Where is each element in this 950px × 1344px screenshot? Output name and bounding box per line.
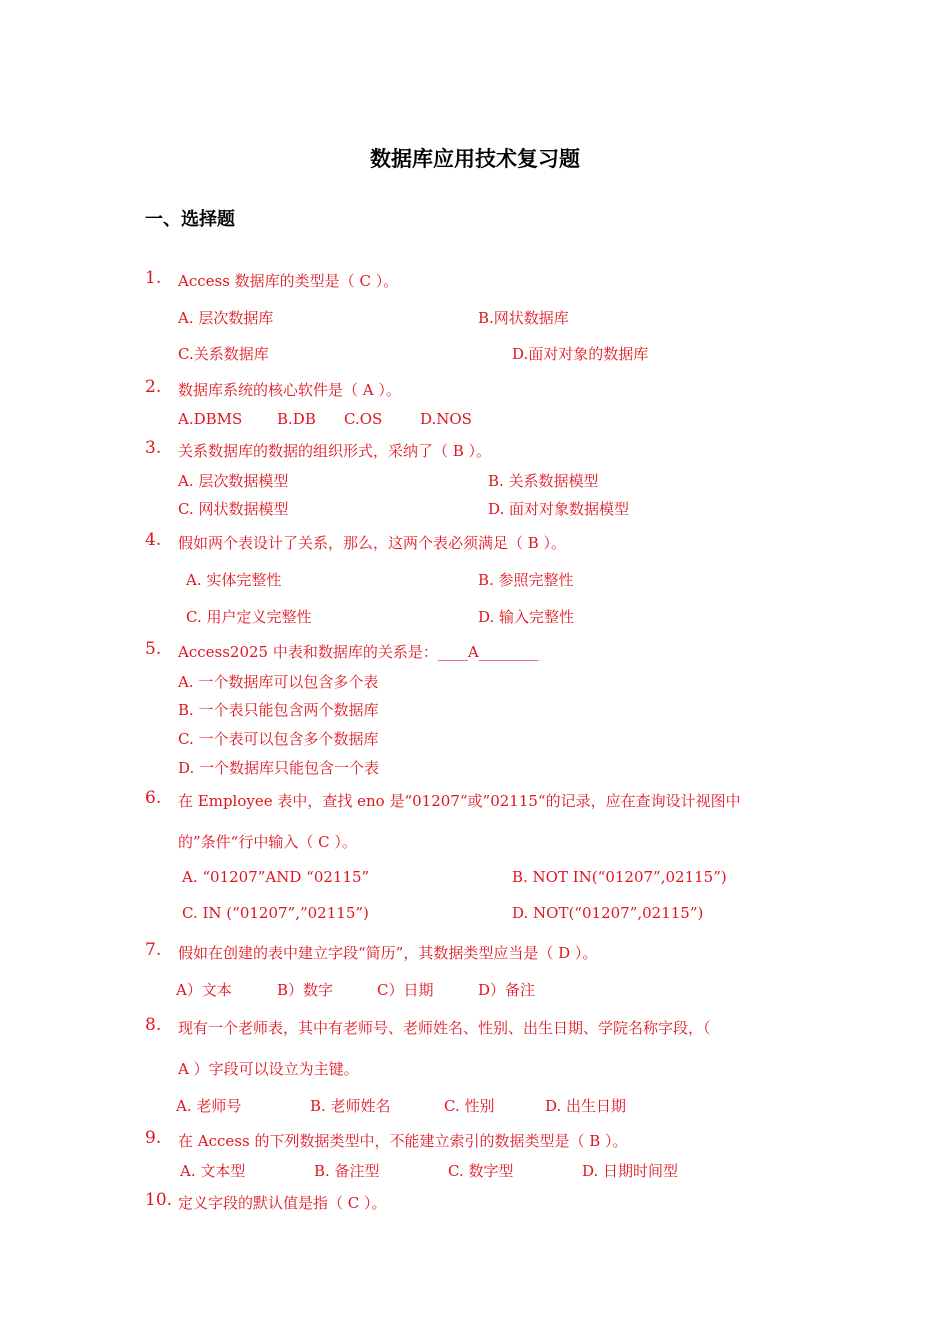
question-text: 数据库系统的核心软件是（ A ）。 <box>178 381 401 399</box>
option: A. 文本型 <box>180 1162 246 1180</box>
question-text: 在 Employee 表中，查找 eno 是“01207“或”02115“的记录，应在查询设计视图中 <box>178 792 741 810</box>
option: B. 备注型 <box>314 1162 380 1180</box>
option: D. 一个数据库只能包含一个表 <box>178 759 380 777</box>
option: A）文本 <box>176 981 232 999</box>
option: A. 层次数据模型 <box>178 472 289 490</box>
option: A. “01207”AND “02115” <box>182 868 370 886</box>
option: C.关系数据库 <box>178 345 269 363</box>
option: C. IN (“01207”,”02115”) <box>182 904 369 922</box>
option: B. 一个表只能包含两个数据库 <box>178 701 379 719</box>
question-text-continued: A ）字段可以设立为主键。 <box>178 1060 359 1078</box>
question-text: Access2025 中表和数据库的关系是：____A________ <box>178 643 539 661</box>
option: D. NOT(“01207”,02115”) <box>512 904 704 922</box>
question-number: 9. <box>145 1128 162 1148</box>
question-number: 6. <box>145 788 162 808</box>
page-title: 数据库应用技术复习题 <box>370 147 580 171</box>
option: B. 关系数据模型 <box>488 472 599 490</box>
option: B. NOT IN(“01207”,02115”) <box>512 868 727 886</box>
option: A. 层次数据库 <box>178 309 274 327</box>
question-number: 1. <box>145 268 162 288</box>
option: D. 出生日期 <box>545 1097 627 1115</box>
question-number: 5. <box>145 639 162 659</box>
option: C. 用户定义完整性 <box>186 608 312 626</box>
option: C.OS <box>344 410 383 428</box>
question-text: 假如两个表设计了关系，那么，这两个表必须满足（ B ）。 <box>178 534 567 552</box>
question-number: 2. <box>145 377 162 397</box>
question-text: Access 数据库的类型是（ C ）。 <box>178 272 399 290</box>
option: D）备注 <box>478 981 536 999</box>
option: C）日期 <box>377 981 434 999</box>
option: B）数字 <box>277 981 334 999</box>
option: A. 一个数据库可以包含多个表 <box>178 673 379 691</box>
option: B. 参照完整性 <box>478 571 574 589</box>
option: D. 面对对象数据模型 <box>488 500 630 518</box>
question-number: 8. <box>145 1015 162 1035</box>
question-text: 关系数据库的数据的组织形式，采纳了（ B ）。 <box>178 442 492 460</box>
option: D. 日期时间型 <box>582 1162 679 1180</box>
option: D. 输入完整性 <box>478 608 575 626</box>
option: D.面对对象的数据库 <box>512 345 649 363</box>
question-text: 现有一个老师表，其中有老师号、老师姓名、性别、出生日期、学院名称字段，（ <box>178 1019 711 1037</box>
option: D.NOS <box>420 410 472 428</box>
option: C. 网状数据模型 <box>178 500 289 518</box>
question-text: 在 Access 的下列数据类型中，不能建立索引的数据类型是（ B ）。 <box>178 1132 628 1150</box>
section-heading: 一、选择题 <box>145 209 235 230</box>
question-number: 3. <box>145 438 162 458</box>
option: A. 实体完整性 <box>186 571 282 589</box>
option: B. 老师姓名 <box>310 1097 391 1115</box>
option: B.DB <box>277 410 316 428</box>
option: C. 数字型 <box>448 1162 514 1180</box>
question-number: 7. <box>145 940 162 960</box>
question-number: 4. <box>145 530 162 550</box>
option: C. 一个表可以包含多个数据库 <box>178 730 379 748</box>
option: A. 老师号 <box>176 1097 242 1115</box>
option: B.网状数据库 <box>478 309 569 327</box>
option: C. 性别 <box>444 1097 495 1115</box>
option: A.DBMS <box>178 410 243 428</box>
question-text: 假如在创建的表中建立字段“简历”，其数据类型应当是（ D ）。 <box>178 944 598 962</box>
question-text: 定义字段的默认值是指（ C ）。 <box>178 1194 387 1212</box>
question-number: 10. <box>145 1190 173 1210</box>
question-text-continued: 的”条件“行中输入（ C ）。 <box>178 833 357 851</box>
